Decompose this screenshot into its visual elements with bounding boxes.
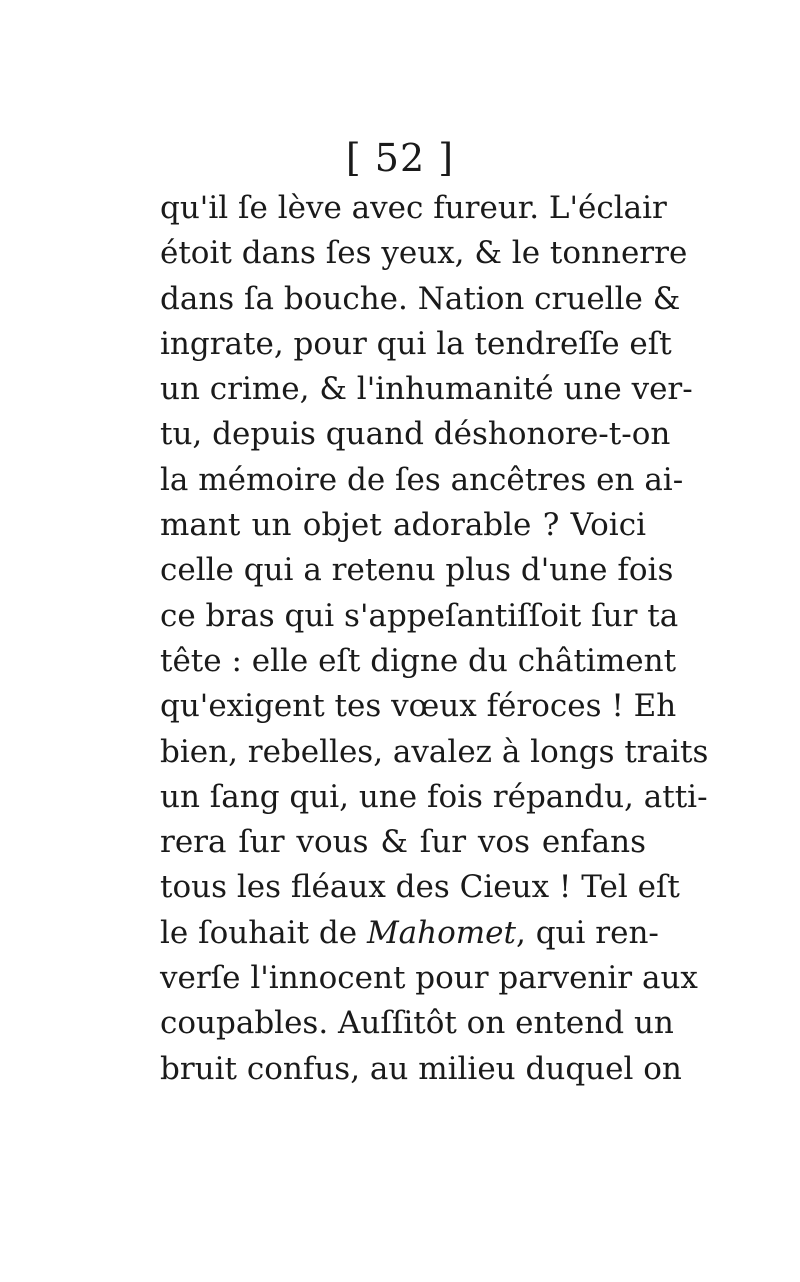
text-line: étoit dans ſes yeux, & le tonnerre [160, 235, 688, 272]
text-line: ingrate, pour qui la tendreſſe eſt [160, 325, 672, 362]
text-line: un crime, & l'inhumanité une ver- [160, 371, 693, 408]
text-line: coupables. Auſſitôt on entend un [160, 1005, 674, 1042]
text-line: celle qui a retenu plus d'une fois [160, 552, 674, 589]
text-line-with-italic-name: le ſouhait de Mahomet, qui ren- [160, 914, 659, 951]
page-number-header: [ 52 ] [345, 136, 455, 180]
text-line: la mémoire de ſes ancêtres en ai- [160, 461, 684, 498]
text-line: verſe l'innocent pour parvenir aux [160, 960, 698, 997]
text-line: rera ſur vous & ſur vos enfans [160, 824, 646, 861]
text-line: bien, rebelles, avalez à longs traits [160, 733, 709, 770]
italic-name: Mahomet [366, 914, 516, 951]
text-line: dans ſa bouche. Nation cruelle & [160, 280, 681, 317]
text-line: qu'exigent tes vœux féroces ! Eh [160, 688, 677, 725]
text-line: un ſang qui, une fois répandu, atti- [160, 778, 708, 815]
text-line: bruit confus, au milieu duquel on [160, 1050, 682, 1087]
text-line: mant un objet adorable ? Voici [160, 507, 646, 544]
text-line: tous les fléaux des Cieux ! Tel eſt [160, 869, 680, 906]
text-line: ce bras qui s'appeſantiſſoit ſur ta [160, 597, 679, 634]
page-body-text [160, 186, 709, 1092]
text-line: qu'il ſe lève avec fureur. L'éclair [160, 190, 667, 226]
text-line: tu, depuis quand déshonore-t-on [160, 416, 671, 453]
text-line: tête : elle eſt digne du châtiment [160, 642, 677, 679]
